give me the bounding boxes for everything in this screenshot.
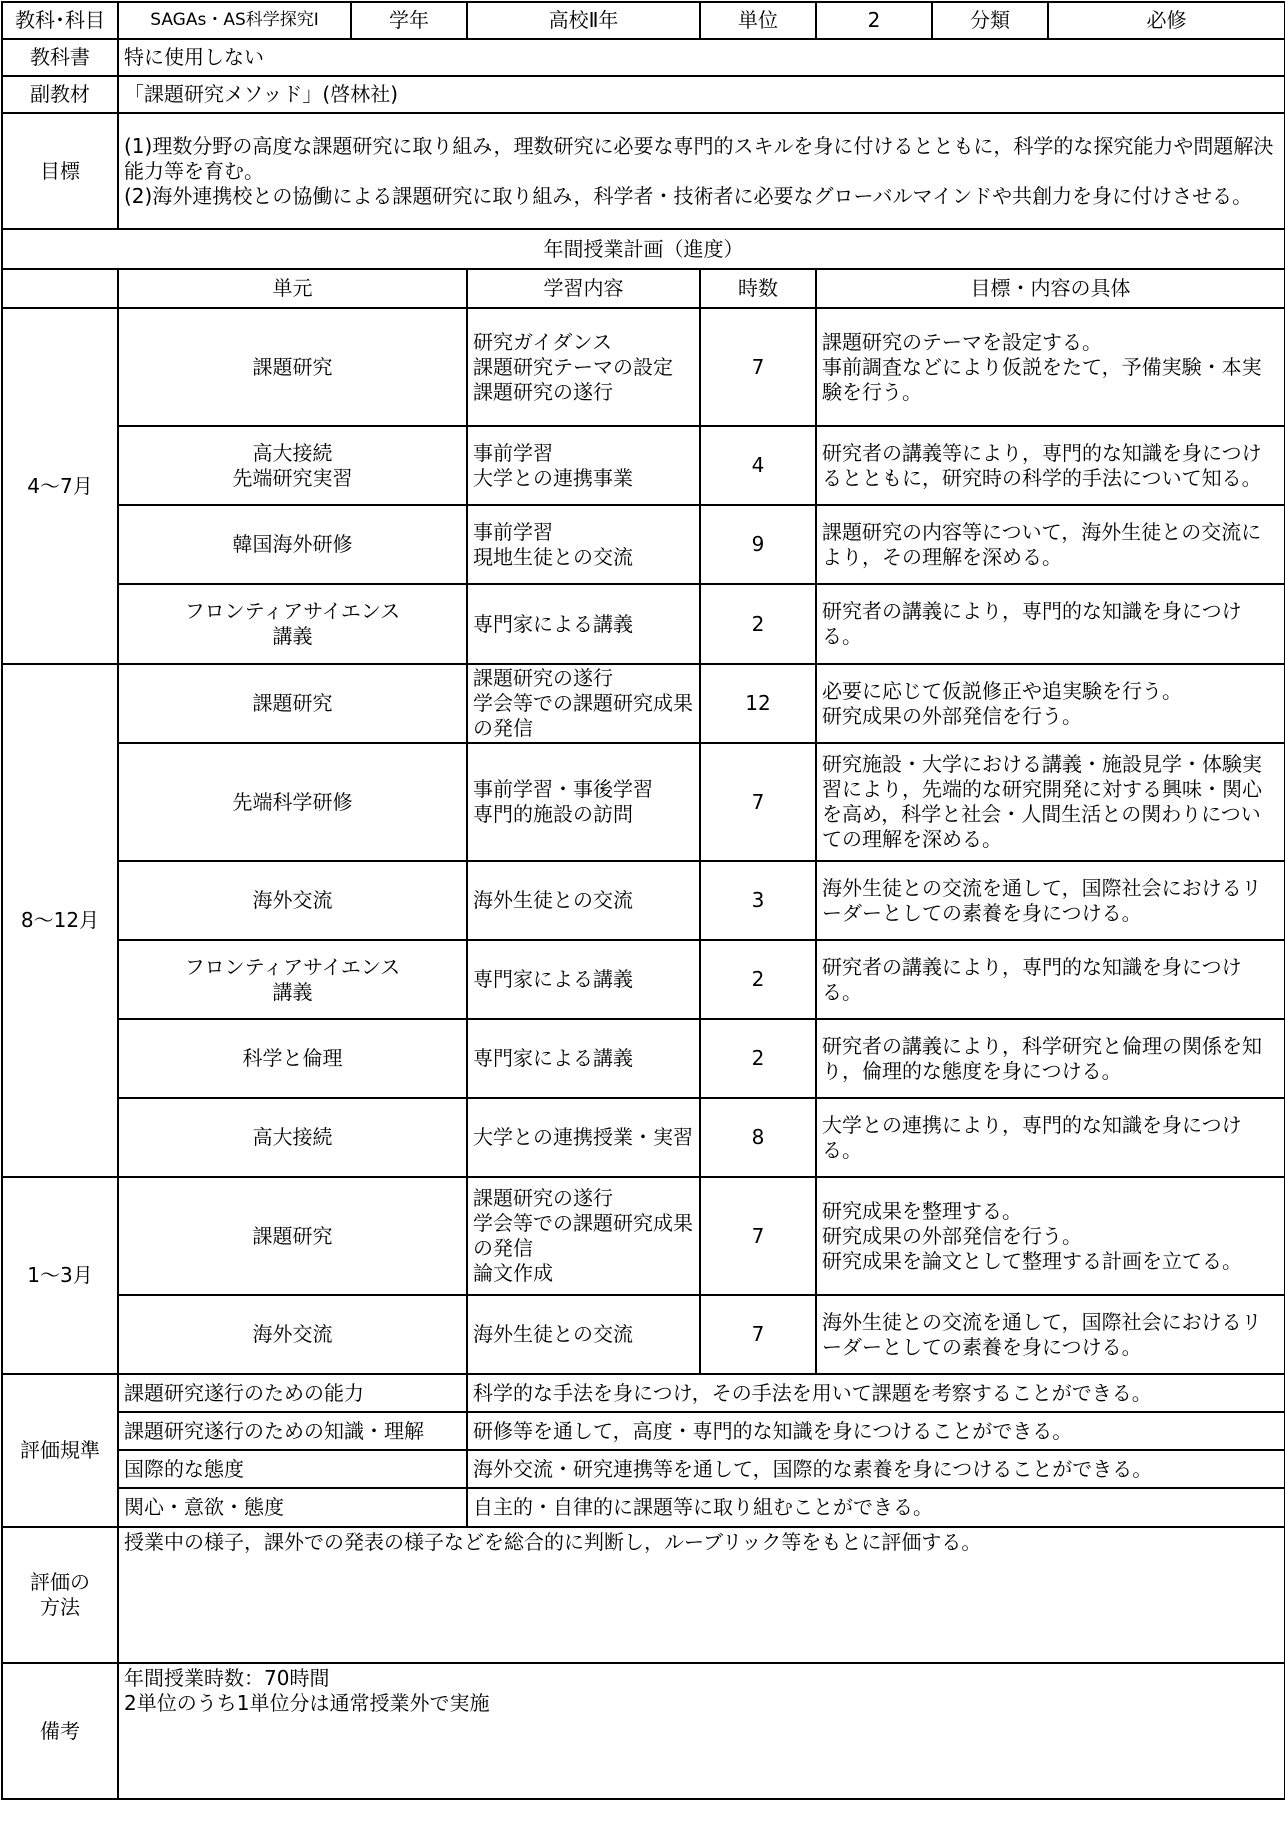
plan-unit: 科学と倫理 — [118, 1019, 467, 1098]
textbook-label: 教科書 — [2, 39, 118, 76]
plan-row — [2, 308, 1285, 426]
plan-content: 専門家による講義 — [467, 940, 700, 1019]
plan-detail: 研究者の講義により，専門的な知識を身につける。 — [816, 940, 1285, 1019]
criteria-desc: 科学的な手法を身につけ，その手法を用いて課題を考察することができる。 — [467, 1374, 1285, 1412]
method-row — [2, 1527, 1285, 1663]
plan-unit: フロンティアサイエンス 講義 — [118, 940, 467, 1019]
plan-hours: 3 — [700, 861, 816, 940]
plan-detail: 研究者の講義により，専門的な知識を身につける。 — [816, 584, 1285, 664]
plan-unit: 海外交流 — [118, 1295, 467, 1374]
plan-hours: 7 — [700, 308, 816, 426]
plan-header-unit: 単元 — [118, 269, 467, 308]
units-label: 単位 — [700, 2, 816, 39]
plan-detail: 研究施設・大学における講義・施設見学・体験実習により，先端的な研究開発に対する興味・関心を高め，科学と社会・人間生活との関わりについての理解を深める。 — [816, 743, 1285, 861]
plan-content: 事前学習 大学との連携事業 — [467, 426, 700, 505]
plan-row — [2, 1177, 1285, 1295]
period-label: 8～12月 — [2, 664, 118, 1177]
criteria-label: 評価規準 — [2, 1374, 118, 1527]
plan-content: 事前学習 現地生徒との交流 — [467, 505, 700, 584]
textbook-row — [2, 39, 1285, 76]
units-value: 2 — [816, 2, 932, 39]
plan-row — [2, 861, 1285, 940]
plan-title-row — [2, 229, 1285, 269]
plan-content: 海外生徒との交流 — [467, 1295, 700, 1374]
criteria-name: 関心・意欲・態度 — [118, 1488, 467, 1527]
plan-row — [2, 584, 1285, 664]
plan-unit: 海外交流 — [118, 861, 467, 940]
plan-detail: 海外生徒との交流を通して，国際社会におけるリーダーとしての素養を身につける。 — [816, 1295, 1285, 1374]
plan-unit: 課題研究 — [118, 1177, 467, 1295]
plan-unit: 課題研究 — [118, 664, 467, 743]
plan-title: 年間授業計画（進度） — [2, 229, 1285, 269]
plan-hours: 4 — [700, 426, 816, 505]
plan-content: 専門家による講義 — [467, 1019, 700, 1098]
plan-detail: 海外生徒との交流を通して，国際社会におけるリーダーとしての素養を身につける。 — [816, 861, 1285, 940]
plan-row — [2, 426, 1285, 505]
plan-row — [2, 505, 1285, 584]
plan-row — [2, 940, 1285, 1019]
period-label: 1～3月 — [2, 1177, 118, 1374]
syllabus-body — [2, 2, 1285, 1799]
plan-column-headers — [2, 269, 1285, 308]
plan-detail: 必要に応じて仮説修正や追実験を行う。 研究成果の外部発信を行う。 — [816, 664, 1285, 743]
plan-content: 課題研究の遂行 学会等での課題研究成果の発信 論文作成 — [467, 1177, 700, 1295]
method-text: 授業中の様子，課外での発表の様子などを総合的に判断し，ルーブリック等をもとに評価する。 — [118, 1527, 1285, 1663]
remarks-text: 年間授業時数：70時間 2単位のうち1単位分は通常授業外で実施 — [118, 1663, 1285, 1799]
grade-label: 学年 — [351, 2, 467, 39]
plan-header-detail: 目標・内容の具体 — [816, 269, 1285, 308]
plan-row — [2, 743, 1285, 861]
syllabus-table — [1, 1, 1285, 1800]
goals-label: 目標 — [2, 113, 118, 229]
subject-label: 教科･科目 — [2, 2, 118, 39]
period-label: 4～7月 — [2, 308, 118, 664]
plan-detail: 研究者の講義等により，専門的な知識を身につけるとともに，研究時の科学的手法について知る。 — [816, 426, 1285, 505]
plan-unit: 韓国海外研修 — [118, 505, 467, 584]
criteria-row — [2, 1450, 1285, 1488]
plan-row — [2, 1019, 1285, 1098]
plan-row — [2, 1098, 1285, 1177]
criteria-name: 課題研究遂行のための能力 — [118, 1374, 467, 1412]
plan-content: 研究ガイダンス 課題研究テーマの設定 課題研究の遂行 — [467, 308, 700, 426]
criteria-name: 課題研究遂行のための知識・理解 — [118, 1412, 467, 1450]
subject-value: SAGAs・AS科学探究Ⅰ — [118, 2, 351, 39]
criteria-desc: 海外交流・研究連携等を通して，国際的な素養を身につけることができる。 — [467, 1450, 1285, 1488]
plan-row — [2, 664, 1285, 743]
plan-hours: 2 — [700, 940, 816, 1019]
plan-detail: 課題研究のテーマを設定する。 事前調査などにより仮説をたて，予備実験・本実験を行う。 — [816, 308, 1285, 426]
goals-row — [2, 113, 1285, 229]
plan-detail: 大学との連携により，専門的な知識を身につける。 — [816, 1098, 1285, 1177]
subtextbook-row — [2, 76, 1285, 113]
plan-content: 海外生徒との交流 — [467, 861, 700, 940]
plan-hours: 7 — [700, 1295, 816, 1374]
plan-hours: 8 — [700, 1098, 816, 1177]
plan-hours: 7 — [700, 1177, 816, 1295]
plan-content: 大学との連携授業・実習 — [467, 1098, 700, 1177]
plan-unit: 高大接続 先端研究実習 — [118, 426, 467, 505]
remarks-row — [2, 1663, 1285, 1799]
plan-header-blank — [2, 269, 118, 308]
textbook-value: 特に使用しない — [118, 39, 1285, 76]
subtextbook-value: 「課題研究メソッド」(啓林社) — [118, 76, 1285, 113]
goals-text: (1)理数分野の高度な課題研究に取り組み，理数研究に必要な専門的スキルを身に付けるとともに，科学的な探究能力や問題解決能力等を育む。 (2)海外連携校との協働による課題研究に取り組み，科学者・技術者に必要なグローバルマインドや共創力を身に付けさせる。 — [118, 113, 1285, 229]
criteria-row — [2, 1488, 1285, 1527]
remarks-label: 備考 — [2, 1663, 118, 1799]
plan-row — [2, 1295, 1285, 1374]
plan-header-content: 学習内容 — [467, 269, 700, 308]
header-row — [2, 2, 1285, 39]
method-label: 評価の 方法 — [2, 1527, 118, 1663]
plan-detail: 課題研究の内容等について，海外生徒との交流により，その理解を深める。 — [816, 505, 1285, 584]
plan-content: 専門家による講義 — [467, 584, 700, 664]
syllabus-sheet — [1, 1, 1284, 1821]
subtextbook-label: 副教材 — [2, 76, 118, 113]
criteria-desc: 研修等を通して，高度・専門的な知識を身につけることができる。 — [467, 1412, 1285, 1450]
plan-hours: 7 — [700, 743, 816, 861]
plan-hours: 2 — [700, 1019, 816, 1098]
plan-unit: 課題研究 — [118, 308, 467, 426]
plan-detail: 研究者の講義により，科学研究と倫理の関係を知り，倫理的な態度を身につける。 — [816, 1019, 1285, 1098]
plan-unit: フロンティアサイエンス 講義 — [118, 584, 467, 664]
criteria-row — [2, 1412, 1285, 1450]
plan-hours: 12 — [700, 664, 816, 743]
plan-unit: 先端科学研修 — [118, 743, 467, 861]
plan-hours: 2 — [700, 584, 816, 664]
plan-unit: 高大接続 — [118, 1098, 467, 1177]
plan-detail: 研究成果を整理する。 研究成果の外部発信を行う。 研究成果を論文として整理する計画を立てる。 — [816, 1177, 1285, 1295]
plan-hours: 9 — [700, 505, 816, 584]
plan-content: 課題研究の遂行 学会等での課題研究成果の発信 — [467, 664, 700, 743]
grade-value: 高校Ⅱ年 — [467, 2, 700, 39]
criteria-desc: 自主的・自律的に課題等に取り組むことができる。 — [467, 1488, 1285, 1527]
criteria-name: 国際的な態度 — [118, 1450, 467, 1488]
plan-header-hours: 時数 — [700, 269, 816, 308]
criteria-row — [2, 1374, 1285, 1412]
class-value: 必修 — [1048, 2, 1285, 39]
plan-content: 事前学習・事後学習 専門的施設の訪問 — [467, 743, 700, 861]
class-label: 分類 — [932, 2, 1048, 39]
